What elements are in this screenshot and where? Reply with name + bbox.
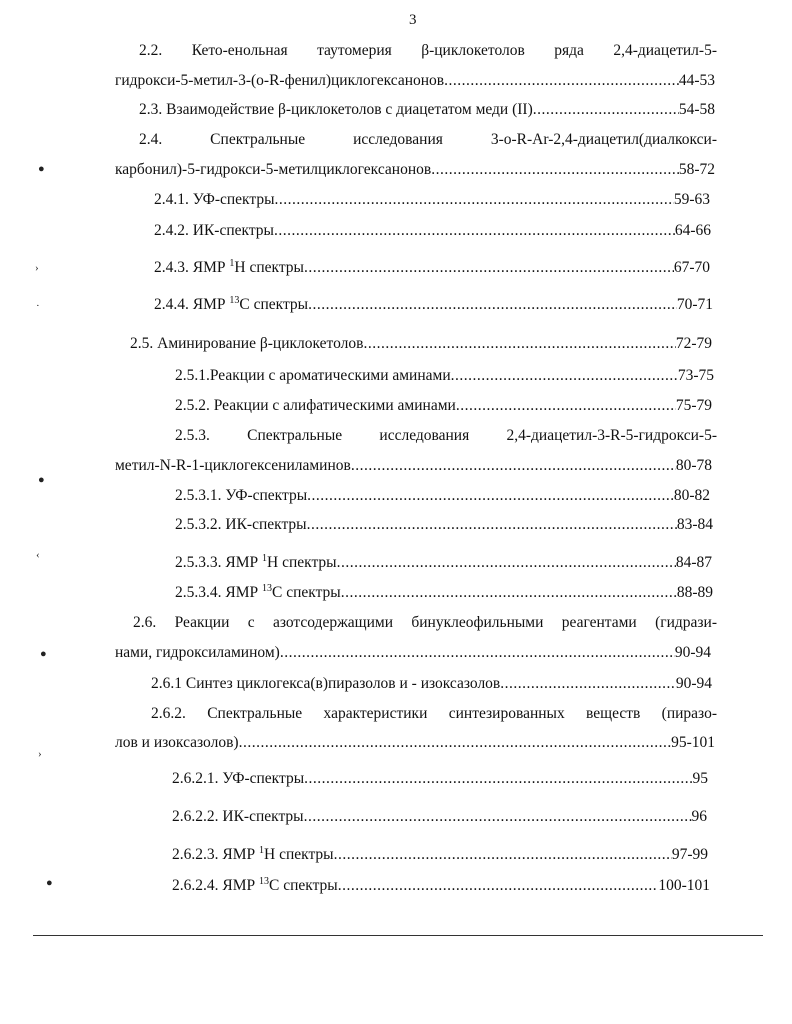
toc-entry-2-5-3-line1: 2.5.3. Спектральные исследования 2,4-диацетил-3-R-5-гидрокси-5- (175, 427, 717, 444)
toc-entry-title: 2.6.2.2. ИК-спектры (172, 808, 304, 825)
toc-entry-2-2 (115, 71, 715, 91)
toc-entry-title: карбонил)-5-гидрокси-5-метилциклогексанонов (115, 161, 432, 178)
toc-entry-title: нами, гидроксиламином) (115, 644, 280, 661)
toc-entry-title: 2.4.2. ИК-спектры (154, 222, 274, 239)
toc-entry-page: 90-94 (675, 675, 712, 692)
toc-entry-title: 2.4.3. ЯМР $^1$Н спектры (154, 258, 304, 276)
toc-entry-title: лов и изоксазолов) (115, 734, 239, 751)
toc-entry-2-4-2 (154, 221, 711, 241)
toc-entry-title: 2.6.2.4. ЯМР $^{13}$С спектры (172, 876, 338, 894)
toc-entry-page: 64-66 (674, 222, 711, 239)
toc-entry-page: 80-82 (673, 487, 710, 504)
toc-entry-title: 2.5.3.2. ИК-спектры (175, 516, 307, 533)
toc-entry-page: 67-70 (673, 259, 710, 276)
toc-entry-page: 95 (692, 770, 708, 787)
toc-entry-2-6-2-2 (172, 807, 707, 827)
toc-entry-page: 75-79 (675, 397, 712, 414)
toc-entry-2-4-line1: 2.4. Спектральные исследования 3-o-R-Ar-2,4-диацетил(диалкокси- (139, 131, 717, 148)
toc-entry-title: 2.6.2.1. УФ-спектры (172, 770, 305, 787)
toc-entry-2-6-line1: 2.6. Реакции с азотсодержащими бинуклеофильными реагентами (гидрази- (133, 614, 717, 631)
toc-entry-page: 80-78 (675, 457, 712, 474)
toc-entry-2-4 (115, 160, 715, 180)
toc-entry-2-6-2 (115, 733, 715, 753)
toc-entry-page: 54-58 (678, 101, 715, 118)
toc-entry-title: 2.4.1. УФ-спектры (154, 191, 275, 208)
toc-entry-page: 72-79 (675, 335, 712, 352)
toc-entry-2-2-line1: 2.2. Кето-енольная таутомерия β-циклокетолов ряда 2,4-диацетил-5- (139, 42, 717, 59)
toc-entry-title: 2.6.2.3. ЯМР $^1$Н спектры (172, 845, 334, 863)
toc-entry-title: 2.5.2. Реакции с алифатическими аминами (175, 397, 456, 414)
toc-entry-title: 2.3. Взаимодействие β-циклокетолов с диацетатом меди (II) (139, 101, 533, 118)
toc-entry-2-4-4 (154, 295, 713, 315)
toc-entry-page: 88-89 (676, 584, 713, 601)
toc-entry-title: метил-N-R-1-циклогексениламинов (115, 457, 351, 474)
toc-entry-2-6-1 (151, 674, 712, 694)
footer-rule (33, 935, 763, 936)
toc-entry-page: 58-72 (678, 161, 715, 178)
scan-mark-dot: · (36, 300, 40, 312)
toc-entry-2-3 (139, 100, 715, 120)
toc-entry-title: 2.5. Аминирование β-циклокетолов (130, 335, 364, 352)
scan-mark-dot: › (35, 262, 39, 274)
toc-entry-title: 2.6.1 Синтез циклогекса(в)пиразолов и - изоксазолов (151, 675, 501, 692)
toc-entry-2-6-2-3 (172, 845, 708, 865)
toc-entry-2-5-1 (175, 366, 714, 386)
toc-entry-2-6-2-1 (172, 769, 708, 789)
toc-entry-2-6-2-line1: 2.6.2. Спектральные характеристики синтезированных веществ (пиразо- (151, 705, 717, 722)
toc-entry-page: 44-53 (678, 72, 715, 89)
toc-entry-2-4-1 (154, 190, 710, 210)
scan-mark-dot: ● (46, 877, 53, 889)
page-number: 3 (409, 12, 417, 28)
toc-entry-2-5-3-3 (175, 553, 712, 573)
toc-entry-2-5-3-4 (175, 583, 713, 603)
toc-entry-2-5-3 (115, 456, 712, 476)
toc-entry-title: 2.4.4. ЯМР $^{13}$С спектры (154, 295, 309, 313)
scan-mark-dot: ● (40, 648, 47, 660)
toc-entry-page: 84-87 (675, 554, 712, 571)
scan-mark-dot: › (38, 748, 42, 760)
toc-entry-page: 97-99 (671, 846, 708, 863)
toc-entry-title: 2.5.3.1. УФ-спектры (175, 487, 308, 504)
scan-mark-dot: ‹ (36, 549, 40, 561)
toc-entry-title: 2.5.1.Реакции с ароматическими аминами (175, 367, 451, 384)
toc-entry-title: 2.5.3.3. ЯМР $^1$Н спектры (175, 553, 337, 571)
toc-entry-page: 100-101 (658, 877, 710, 894)
toc-entry-2-6 (115, 643, 711, 663)
toc-entry-2-6-2-4 (172, 876, 710, 896)
toc-entry-2-5-3-2 (175, 515, 713, 535)
toc-entry-2-5 (130, 334, 712, 354)
toc-entry-page: 59-63 (673, 191, 710, 208)
toc-entry-2-5-3-1 (175, 486, 710, 506)
toc-entry-title: 2.5.3.4. ЯМР $^{13}$С спектры (175, 583, 341, 601)
toc-entry-page: 95-101 (671, 734, 715, 751)
toc-entry-2-4-3 (154, 258, 710, 278)
toc-entry-page: 96 (691, 808, 707, 825)
toc-entry-page: 70-71 (676, 296, 713, 313)
toc-entry-page: 73-75 (677, 367, 714, 384)
toc-entry-page: 83-84 (676, 516, 713, 533)
toc-entry-2-5-2 (175, 396, 712, 416)
scan-mark-dot: ● (38, 163, 45, 175)
toc-entry-title: гидрокси-5-метил-3-(o-R-фенил)циклогексанонов (115, 72, 445, 89)
scan-mark-dot: ● (38, 474, 45, 486)
toc-entry-page: 90-94 (674, 644, 711, 661)
